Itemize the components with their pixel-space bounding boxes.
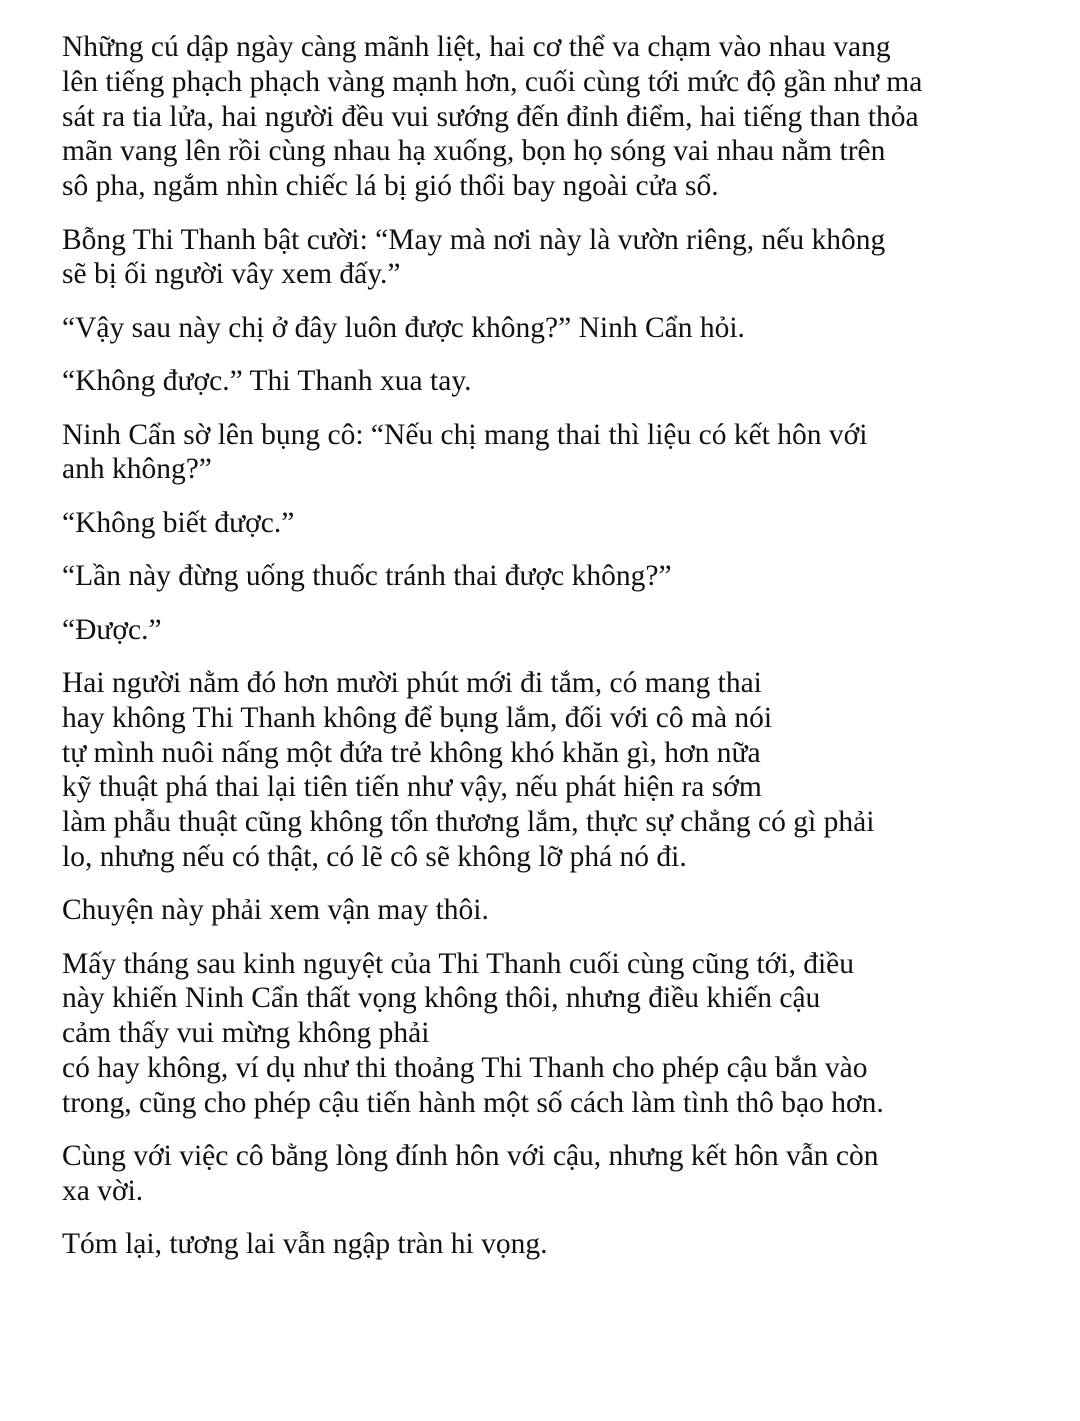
paragraph-9 — [62, 666, 1072, 875]
paragraph-2 — [62, 223, 1072, 293]
text-line: Chuyện này phải xem vận may thôi. — [62, 894, 489, 927]
text-line: lo, nhưng nếu có thật, có lẽ cô sẽ không lỡ phá nó đi. — [62, 840, 687, 873]
text-line: sẽ bị ối người vây xem đấy.” — [62, 258, 401, 291]
paragraph-1 — [62, 30, 1072, 204]
text-line: kỹ thuật phá thai lại tiên tiến như vậy, nếu phát hiện ra sớm — [62, 771, 762, 804]
text-line: sát ra tia lửa, hai người đều vui sướng đến đỉnh điểm, hai tiếng than thỏa — [62, 100, 919, 133]
text-line: sô pha, ngắm nhìn chiếc lá bị gió thổi bay ngoài cửa sổ. — [62, 170, 719, 203]
paragraph-8 — [62, 613, 1072, 648]
text-line: “Vậy sau này chị ở đây luôn được không?” Ninh Cẩn hỏi. — [62, 311, 745, 344]
text-line: Cùng với việc cô bằng lòng đính hôn với cậu, nhưng kết hôn vẫn còn — [62, 1140, 879, 1173]
paragraph-6 — [62, 506, 1072, 541]
text-line: “Không biết được.” — [62, 506, 295, 539]
text-line: hay không Thi Thanh không để bụng lắm, đối với cô mà nói — [62, 701, 773, 734]
paragraph-13 — [62, 1227, 1072, 1262]
text-line: Những cú dập ngày càng mãnh liệt, hai cơ thể va chạm vào nhau vang — [62, 31, 891, 63]
paragraph-10 — [62, 893, 1072, 928]
paragraph-11 — [62, 947, 1072, 1121]
paragraph-12 — [62, 1139, 1072, 1209]
paragraph-3 — [62, 311, 1072, 346]
text-line: Bỗng Thi Thanh bật cười: “May mà nơi này là vườn riêng, nếu không — [62, 223, 886, 256]
text-line: có hay không, ví dụ như thi thoảng Thi Thanh cho phép cậu bắn vào — [62, 1052, 868, 1085]
paragraph-5 — [62, 418, 1072, 488]
text-line: Tóm lại, tương lai vẫn ngập tràn hi vọng. — [62, 1228, 548, 1261]
text-line: này khiến Ninh Cẩn thất vọng không thôi, nhưng điều khiến cậu — [62, 982, 821, 1015]
text-line: mãn vang lên rồi cùng nhau hạ xuống, bọn họ sóng vai nhau nằm trên — [62, 135, 886, 168]
document-page — [62, 30, 1072, 1281]
text-line: cảm thấy vui mừng không phải — [62, 1017, 430, 1050]
text-line: lên tiếng phạch phạch vàng mạnh hơn, cuối cùng tới mức độ gần như ma — [62, 65, 923, 98]
text-line: trong, cũng cho phép cậu tiến hành một số cách làm tình thô bạo hơn. — [62, 1086, 884, 1119]
text-line: “Được.” — [62, 613, 162, 646]
text-line: tự mình nuôi nấng một đứa trẻ không khó khăn gì, hơn nữa — [62, 736, 761, 769]
text-line: Hai người nằm đó hơn mười phút mới đi tắm, có mang thai — [62, 666, 762, 699]
text-line: anh không?” — [62, 453, 212, 486]
text-line: “Lần này đừng uống thuốc tránh thai được không?” — [62, 560, 672, 593]
paragraph-4 — [62, 364, 1072, 399]
text-line: Mấy tháng sau kinh nguyệt của Thi Thanh cuối cùng cũng tới, điều — [62, 947, 855, 980]
text-line: “Không được.” Thi Thanh xua tay. — [62, 365, 472, 398]
text-line: Ninh Cẩn sờ lên bụng cô: “Nếu chị mang thai thì liệu có kết hôn với — [62, 418, 868, 451]
text-line: xa vời. — [62, 1175, 144, 1208]
text-line: làm phẫu thuật cũng không tổn thương lắm, thực sự chẳng có gì phải — [62, 806, 875, 839]
paragraph-7 — [62, 559, 1072, 594]
